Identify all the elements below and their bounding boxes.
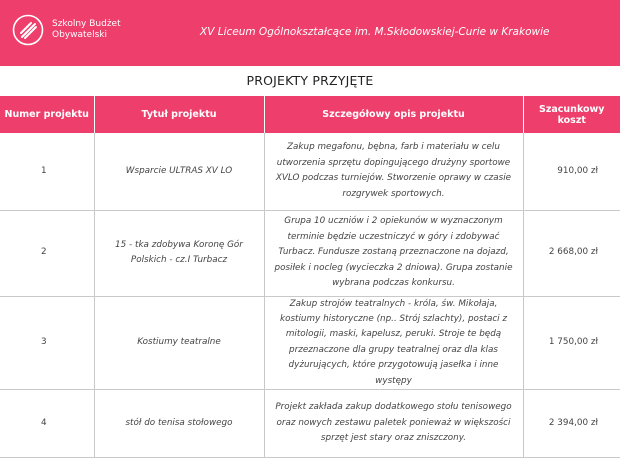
project-title: Kostiumy teatralne: [94, 296, 264, 389]
column-header-title: Tytuł projektu: [94, 96, 264, 133]
project-number: 4: [0, 389, 94, 457]
table-header-row: [0, 96, 620, 133]
project-cost: 2 668,00 zł: [523, 210, 620, 296]
logo-text[interactable]: [52, 19, 121, 41]
project-description: Zakup strojów teatralnych - króla, św. Mikołaja, kostiumy historyczne (np.. Strój szlachty), postaci z mitologii, maski, kapelusz, peruki. Stroje te będą przeznaczone dla grupy teatralnej oraz dla klas dyżurujących, które przygotowują jasełka i inne występy: [264, 296, 523, 389]
project-cost: 910,00 zł: [523, 133, 620, 210]
page-title: PROJEKTY PRZYJĘTE: [246, 73, 374, 88]
page-header: [0, 0, 620, 66]
school-name: XV Liceum Ogólnokształcące im. M.Skłodowskiej-Curie w Krakowie: [200, 26, 550, 38]
project-number: 2: [0, 210, 94, 296]
table-row: [0, 296, 620, 389]
table-row: [0, 210, 620, 296]
logo-line-1: Szkolny Budżet: [52, 19, 121, 29]
project-title: Wsparcie ULTRAS XV LO: [94, 133, 264, 210]
table-row: [0, 133, 620, 210]
table-row: [0, 389, 620, 457]
logo-line-2: Obywatelski: [52, 30, 107, 40]
column-header-number: Numer projektu: [0, 96, 94, 133]
project-description: Grupa 10 uczniów i 2 opiekunów w wyznaczonym terminie będzie uczestniczyć w góry i zdobywać Turbacz. Fundusze zostaną przeznaczone na dojazd, posiłek i nocleg (wycieczka 2 dniowa). Grupa zostanie wybrana podczas konkursu.: [264, 210, 523, 296]
column-header-cost: Szacunkowy koszt: [523, 96, 620, 133]
project-description: Projekt zakłada zakup dodatkowego stołu tenisowego oraz nowych zestawu paletek ponieważ w większości sprzęt jest stary oraz zniszczony.: [264, 389, 523, 457]
project-cost: 1 750,00 zł: [523, 296, 620, 389]
projects-table: [0, 96, 620, 458]
project-title: stół do tenisa stołowego: [94, 389, 264, 457]
school-budget-logo-icon[interactable]: [12, 14, 44, 46]
project-description: Zakup megafonu, bębna, farb i materiału w celu utworzenia sprzętu dopingującego drużyny sportowe XVLO podczas turniejów. Stworzenie oprawy w czasie rozgrywek sportowych.: [264, 133, 523, 210]
project-number: 3: [0, 296, 94, 389]
column-header-description: Szczegółowy opis projektu: [264, 96, 523, 133]
project-cost: 2 394,00 zł: [523, 389, 620, 457]
project-title: 15 - tka zdobywa Koronę Gór Polskich - cz.I Turbacz: [94, 210, 264, 296]
project-number: 1: [0, 133, 94, 210]
